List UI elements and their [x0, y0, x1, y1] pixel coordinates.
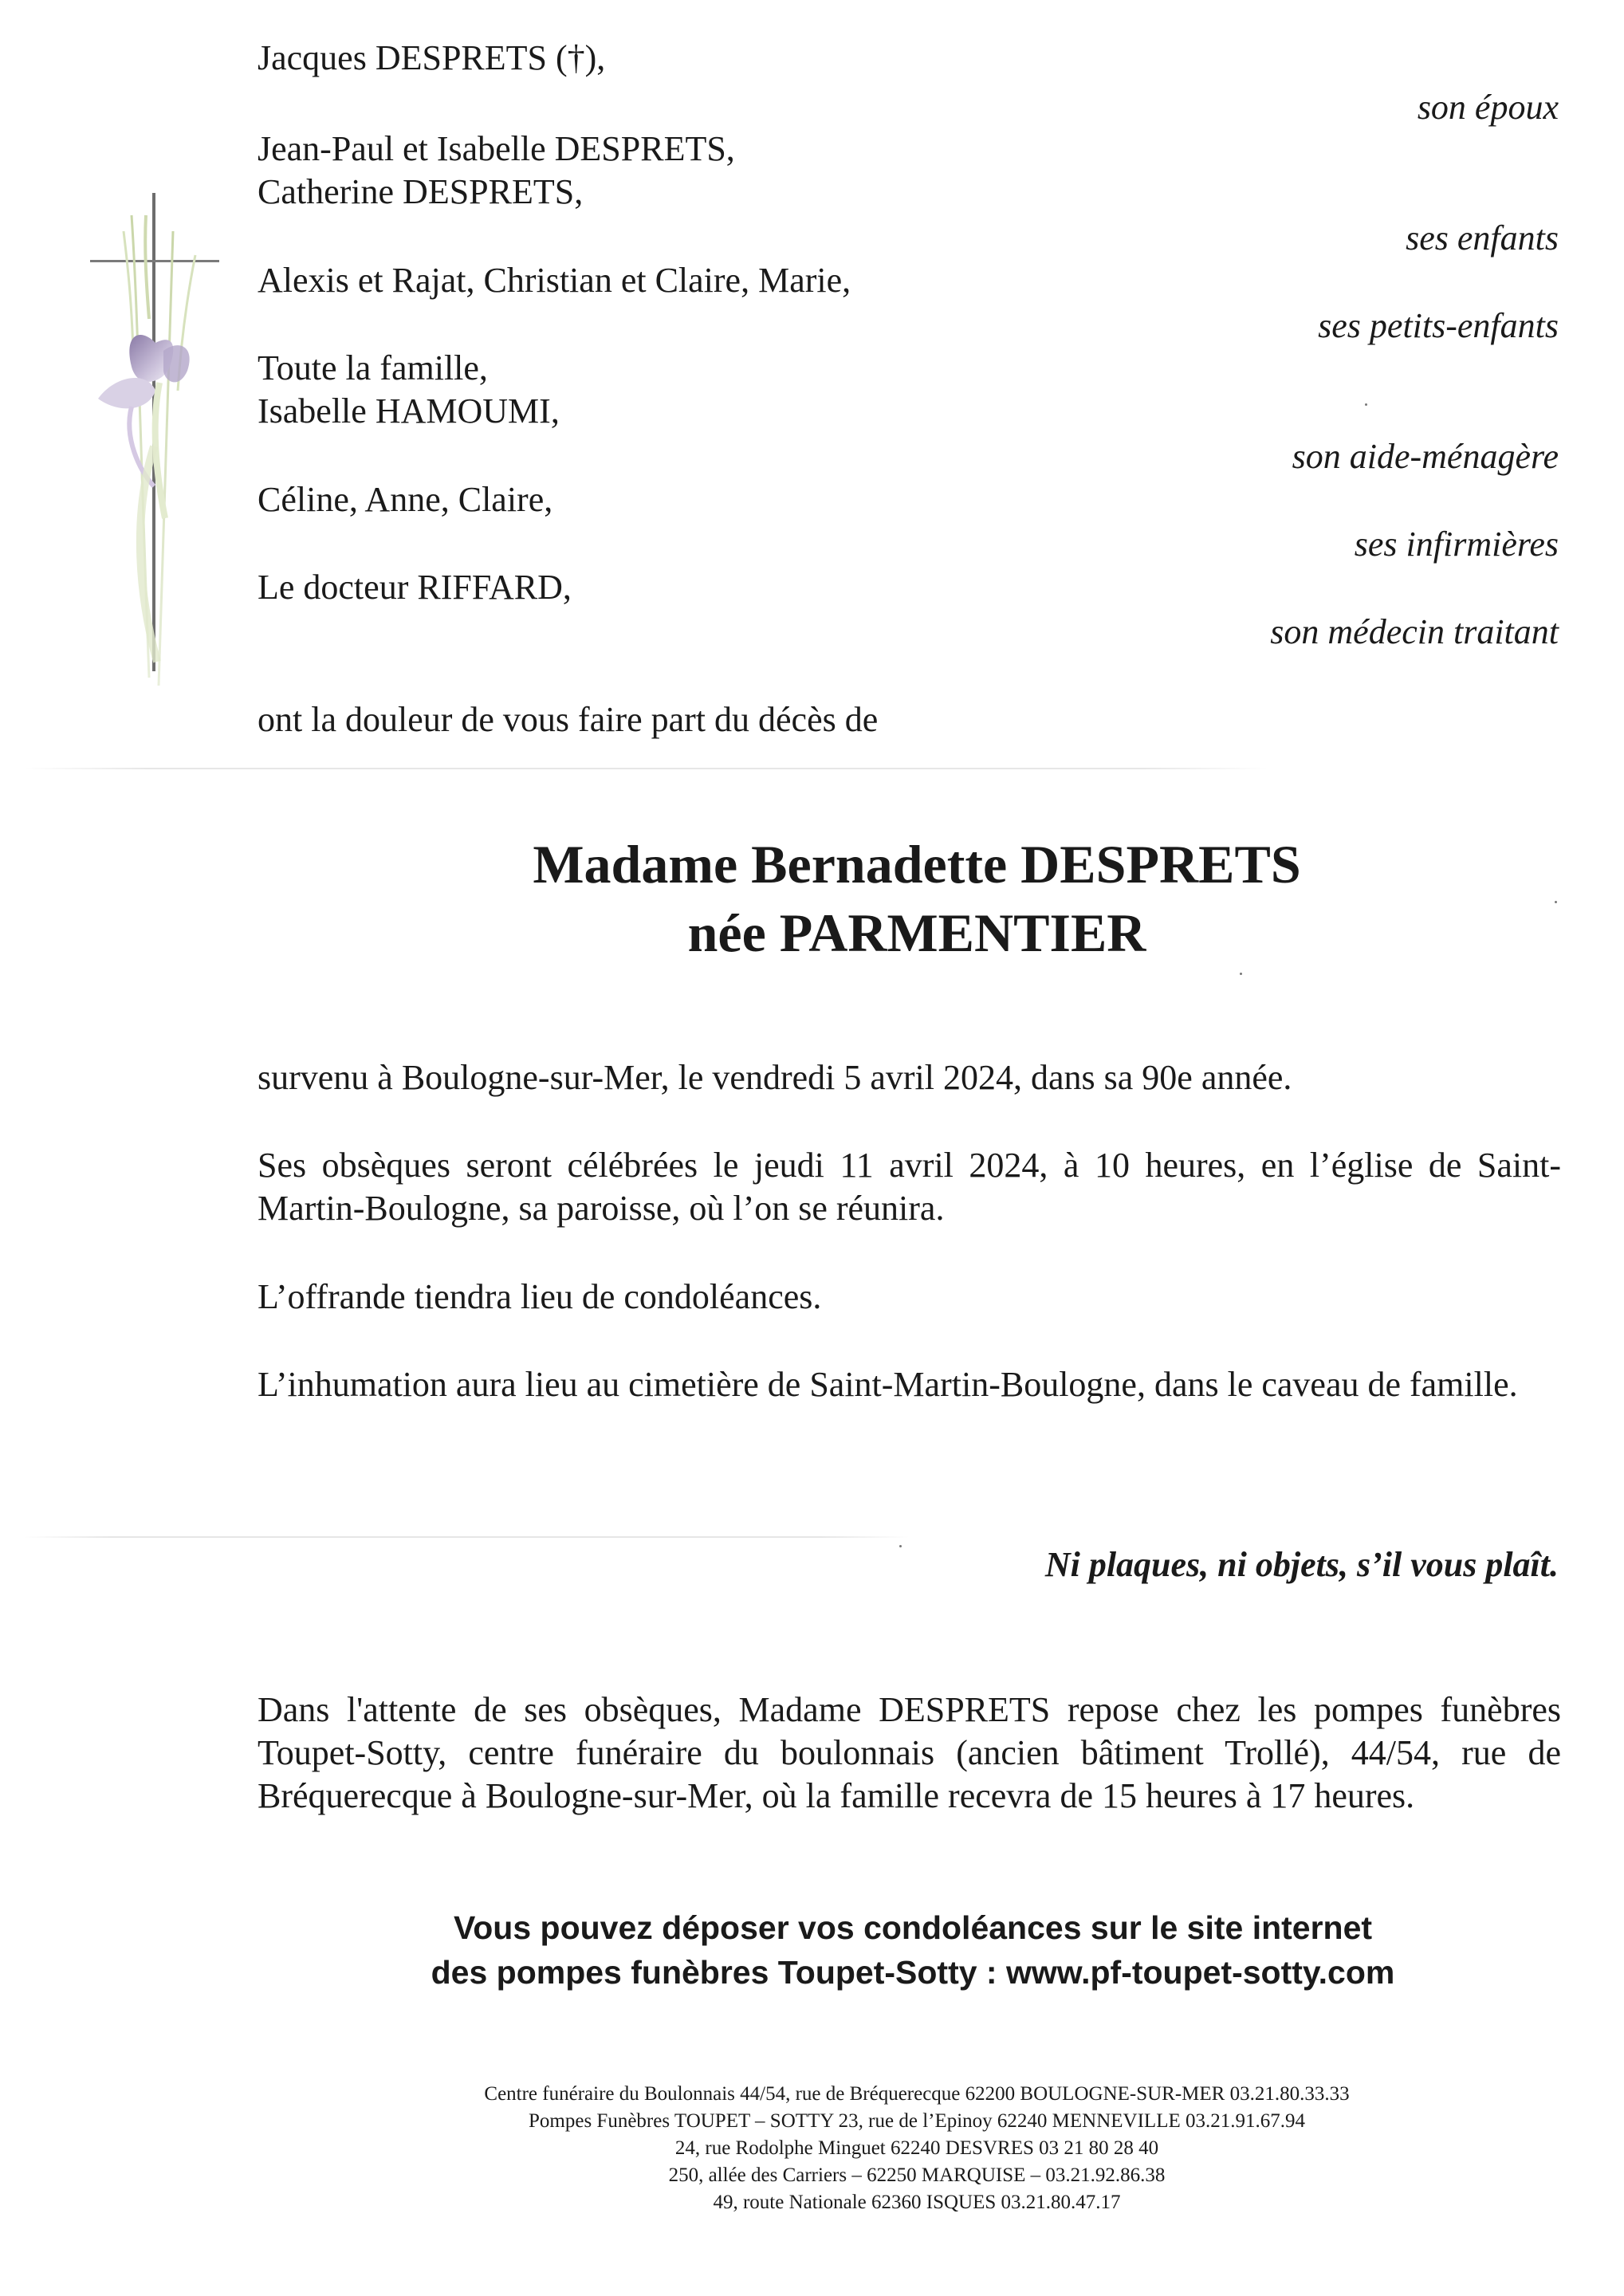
divider: [24, 768, 1268, 769]
family-member-line: Céline, Anne, Claire,: [258, 480, 553, 519]
family-member-line: Le docteur RIFFARD,: [258, 568, 572, 607]
condolences-line: Vous pouvez déposer vos condoléances sur le site internet: [453, 1909, 1373, 1946]
family-member-line: Jean-Paul et Isabelle DESPRETS,: [258, 129, 735, 168]
address-line: 24, rue Rodolphe Minguet 62240 DESVRES 03 21 80 28 40: [674, 2137, 1159, 2159]
death-paragraph: survenu à Boulogne-sur-Mer, le vendredi 5 avril 2024, dans sa 90e année.: [258, 1058, 1292, 1097]
relationship-label: son médecin traitant: [1270, 612, 1559, 651]
repose-paragraph: Dans l'attente de ses obsèques, Madame DESPRETS repose chez les pompes funèbres Toupet-Sotty, centre funéraire du boulonnais (ancien bâtiment Trollé), 44/54, rue de Bréquerecque à Boulogne-sur-Mer, où la famille recevra de 15 heures à 17 heures.: [258, 1690, 1561, 1815]
address-line: 250, allée des Carriers – 62250 MARQUISE – 03.21.92.86.38: [668, 2164, 1166, 2186]
deceased-name: Madame Bernadette DESPRETS: [533, 834, 1301, 894]
relationship-label: son époux: [1417, 88, 1559, 127]
offering-paragraph: L’offrande tiendra lieu de condoléances.: [258, 1277, 822, 1316]
condolences-line: des pompes funèbres Toupet-Sotty : www.pf-toupet-sotty.com: [431, 1954, 1395, 1991]
deceased-maiden-name: née PARMENTIER: [687, 902, 1146, 963]
address-line: Pompes Funèbres TOUPET – SOTTY 23, rue de l’Epinoy 62240 MENNEVILLE 03.21.91.67.94: [529, 2110, 1305, 2132]
announcement-text: ont la douleur de vous faire part du décès de: [258, 700, 879, 739]
family-member-line: Toute la famille,: [258, 348, 488, 387]
scan-speck: [899, 1545, 902, 1547]
relationship-label: ses petits-enfants: [1318, 306, 1559, 345]
funeral-paragraph: Ses obsèques seront célébrées le jeudi 11 avril 2024, à 10 heures, en l’église de Saint-Martin-Boulogne, sa paroisse, où l’on se réunira.: [258, 1146, 1561, 1228]
burial-paragraph: L’inhumation aura lieu au cimetière de Saint-Martin-Boulogne, dans le caveau de famille.: [258, 1365, 1518, 1404]
divider: [24, 1536, 909, 1538]
no-flowers-notice: Ni plaques, ni objets, s’il vous plaît.: [1044, 1545, 1559, 1584]
relationship-label: ses enfants: [1406, 218, 1559, 258]
address-line: 49, route Nationale 62360 ISQUES 03.21.80.47.17: [713, 2192, 1121, 2213]
relationship-label: ses infirmières: [1354, 525, 1559, 564]
condolences-notice: [263, 1905, 1563, 1995]
scan-speck: [1240, 973, 1242, 975]
family-member-line: Isabelle HAMOUMI,: [258, 391, 560, 431]
family-member-line: Jacques DESPRETS (†),: [258, 38, 606, 77]
address-line: Centre funéraire du Boulonnais 44/54, rue de Bréquerecque 62200 BOULOGNE-SUR-MER 03.21.80.33.33: [484, 2083, 1350, 2105]
funeral-home-addresses: [239, 2081, 1595, 2216]
family-member-line: Catherine DESPRETS,: [258, 172, 584, 211]
scan-speck: [1365, 403, 1367, 406]
family-member-line: Alexis et Rajat, Christian et Claire, Marie,: [258, 261, 851, 300]
scan-speck: [1555, 901, 1557, 903]
relationship-label: son aide-ménagère: [1292, 437, 1559, 476]
cross-lily-icon: [76, 183, 227, 694]
